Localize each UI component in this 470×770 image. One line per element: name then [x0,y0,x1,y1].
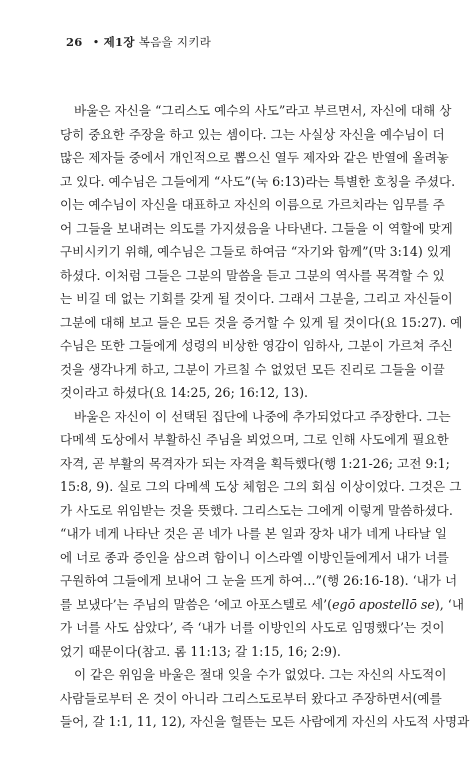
text-line: 자격, 곧 부활의 목격자가 되는 자격을 획득했다(행 1:21-26; 고전 9:1; [60,455,450,471]
running-head-separator: • [92,35,100,49]
running-head [66,34,211,50]
text-line: 하셨다. 이처럼 그들은 그분의 말씀을 듣고 그분의 역사를 목격할 수 있 [60,267,445,283]
page-number: 26 [66,35,83,49]
text-line: 다메섹 도상에서 부활하신 주님을 뵈었으며, 그로 인해 사도에게 필요한 [60,432,449,447]
text-segment: 를 보냈다’는 주님의 말씀은 ‘에고 아포스텔로 세’( [60,596,333,612]
text-line: 었기 때문이다(참고. 롬 11:13; 갈 1:15, 16; 2:9). [60,643,341,659]
text-line: 어 그들을 보내려는 의도를 가지셨음을 나타낸다. 그들을 이 역할에 맞게 [60,220,453,236]
text-line: 바울은 자신을 “그리스도 예수의 사도”라고 부르면서, 자신에 대해 상 [74,103,452,118]
text-line-with-greek [60,593,464,617]
text-line: 가 사도로 위임받는 것을 뜻했다. 그리스도는 그에게 이렇게 말씀하셨다. [60,502,453,518]
chapter-label: 제1장 [103,35,135,49]
text-line: “내가 네게 나타난 것은 곧 네가 나를 본 일과 장차 내가 네게 나타날 일 [60,526,447,541]
text-line: 15:8, 9). 실로 그의 다메섹 도상 체험은 그의 회심 이상이었다. 그것은 그 [60,479,462,494]
text-line: 들어, 갈 1:1, 11, 12), 자신을 헐뜯는 모든 사람에게 자신의 사도적 사명과 [60,714,470,729]
greek-phrase: egō apostellō se [332,596,435,612]
text-line: 당히 중요한 주장을 하고 있는 셈이다. 그는 사실상 자신을 예수님이 더 [60,126,445,142]
text-line: 수님은 또한 그들에게 성령의 비상한 영감이 임하사, 그분이 가르쳐 주신 [60,338,453,353]
text-line: 구비시키기 위해, 예수님은 그들로 하여금 “자기와 함께”(막 3:14) 있게 [60,244,452,259]
text-line: 것이라고 하셨다(요 14:25, 26; 16:12, 13). [60,385,309,400]
text-line: 많은 제자들 중에서 개인적으로 뽑으신 열두 제자와 같은 반열에 올려놓 [60,150,449,165]
text-line: 구원하여 그들에게 보내어 그 눈을 뜨게 하여…”(행 26:16-18). ‘내가 너 [60,573,458,588]
text-line: 에 너로 종과 증인을 삼으려 함이니 이스라엘 이방인들에게서 내가 너를 [60,549,449,565]
text-line: 는 비길 데 없는 기회를 갖게 될 것이다. 그래서 그분을, 그리고 자신들이 [60,291,453,306]
body-text [60,99,470,734]
text-line: 고 있다. 예수님은 그들에게 “사도”(눅 6:13)라는 특별한 호칭을 주셨다. [60,173,456,189]
text-line: 그분에 대해 보고 들은 모든 것을 증거할 수 있게 될 것이다(요 15:27). 예 [60,314,463,330]
text-line: 바울은 자신이 이 선택된 집단에 나중에 추가되었다고 주장한다. 그는 [74,408,451,424]
text-line: 사람들로부터 온 것이 아니라 그리스도로부터 왔다고 주장하면서(예를 [60,690,442,706]
text-line: 이는 예수님이 자신을 대표하고 자신의 이름으로 가르치라는 임무를 주 [60,197,445,212]
text-segment: ), ‘내 [434,596,464,612]
chapter-title: 복음을 지키라 [138,35,212,49]
text-line: 가 너를 사도 삼았다’, 즉 ‘내가 너를 이방인의 사도로 임명했다’는 것이 [60,620,445,635]
text-line: 이 같은 위임을 바울은 절대 잊을 수가 없었다. 그는 자신의 사도적이 [74,667,447,682]
text-line: 것을 생각나게 하고, 그분이 가르칠 수 없었던 모든 진리로 그들을 이끌 [60,361,445,377]
